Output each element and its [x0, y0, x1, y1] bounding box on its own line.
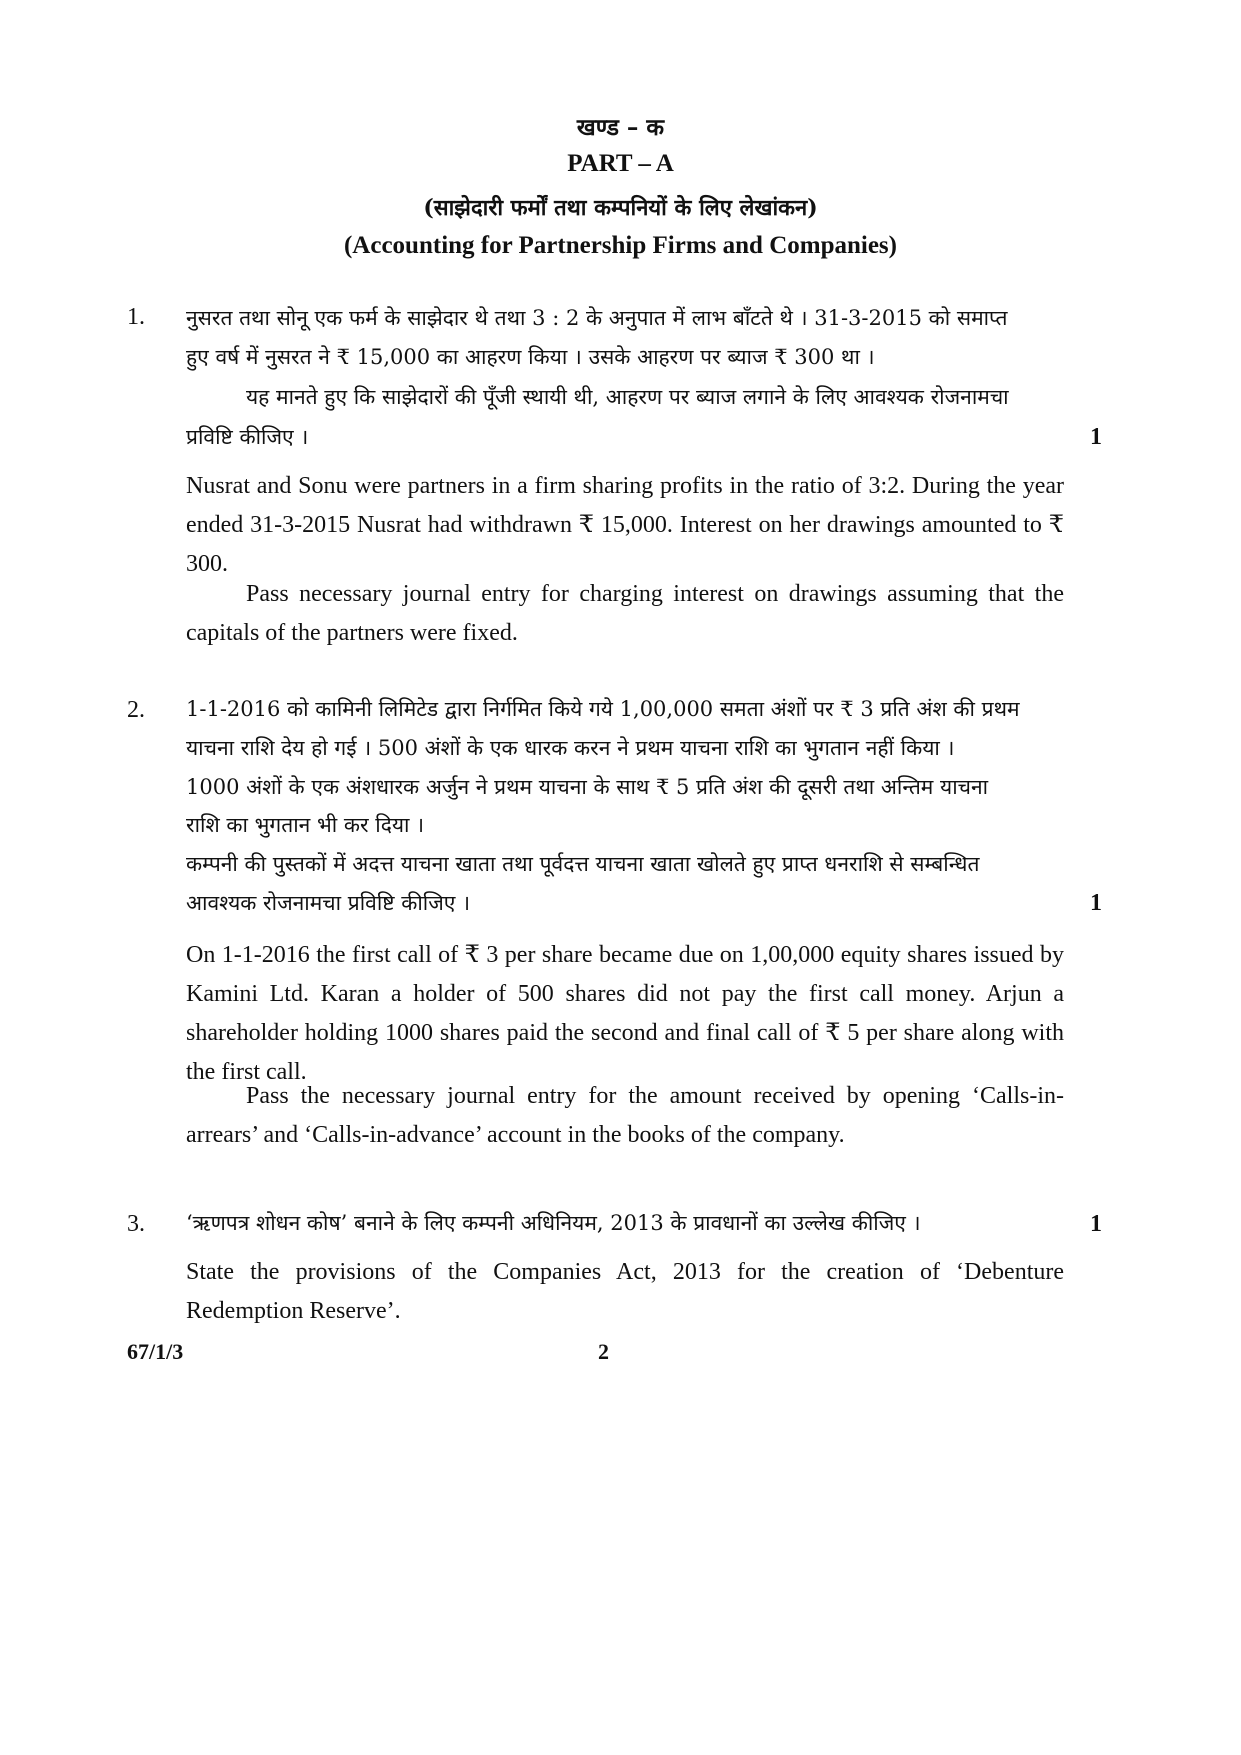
question-2-number: 2.: [127, 697, 145, 723]
question-2-hindi-line: 1-1-2016 को कामिनी लिमिटेड द्वारा निर्गमित किये गये 1,00,000 समता अंशों पर ₹ 3 प्रति अंश की प्रथम: [186, 697, 1020, 721]
question-2-hindi-line: आवश्यक रोजनामचा प्रविष्टि कीजिए ।: [186, 891, 471, 915]
section-subtitle-hindi: (साझेदारी फर्मों तथा कम्पनियों के लिए लेखांकन): [423, 195, 818, 221]
question-2-hindi-line: राशि का भुगतान भी कर दिया ।: [186, 813, 425, 837]
section-title-english: PART – A: [567, 150, 674, 177]
question-2-hindi-line: याचना राशि देय हो गई । 500 अंशों के एक धारक करन ने प्रथम याचना राशि का भुगतान नहीं किया ।: [186, 736, 955, 760]
question-1-marks: 1: [1090, 424, 1102, 450]
section-title-hindi: खण्ड – क: [576, 114, 665, 141]
question-1-hindi-line: यह मानते हुए कि साझेदारों की पूँजी स्थायी थी, आहरण पर ब्याज लगाने के लिए आवश्यक रोजनामचा: [246, 385, 1009, 409]
question-1-english-paragraph: Nusrat and Sonu were partners in a firm sharing profits in the ratio of 3:2. During the year ended 31-3-2015 Nusrat had withdrawn ₹ 15,000. Interest on her drawings amounted to ₹ 300.: [186, 473, 1064, 577]
question-3-marks: 1: [1090, 1211, 1102, 1237]
section-subtitle-english: (Accounting for Partnership Firms and Companies): [343, 232, 897, 259]
question-3-number: 3.: [127, 1211, 145, 1237]
question-1-hindi-line: हुए वर्ष में नुसरत ने ₹ 15,000 का आहरण किया । उसके आहरण पर ब्याज ₹ 300 था ।: [186, 345, 875, 369]
question-2-english-instruction: Pass the necessary journal entry for the amount received by opening ‘Calls-in-arrears’ and ‘Calls-in-advance’ account in the books of the company.: [186, 1083, 1064, 1148]
question-1-english-instruction: Pass necessary journal entry for charging interest on drawings assuming that the capitals of the partners were fixed.: [186, 581, 1064, 646]
question-2-english-paragraph: On 1-1-2016 the first call of ₹ 3 per share became due on 1,00,000 equity shares issued by Kamini Ltd. Karan a holder of 500 shares did not pay the first call money. Arjun a shareholder holding 1000 shares paid the second and final call of ₹ 5 per share along with the first call.: [186, 942, 1064, 1085]
question-3-hindi-line: ‘ऋणपत्र शोधन कोष’ बनाने के लिए कम्पनी अधिनियम, 2013 के प्रावधानों का उल्लेख कीजिए ।: [186, 1211, 921, 1235]
question-1-hindi-line: नुसरत तथा सोनू एक फर्म के साझेदार थे तथा 3 : 2 के अनुपात में लाभ बाँटते थे । 31-3-2015 को समाप्त: [186, 306, 1008, 330]
page-number: 2: [598, 1339, 609, 1364]
question-2-hindi-line: 1000 अंशों के एक अंशधारक अर्जुन ने प्रथम याचना के साथ ₹ 5 प्रति अंश की दूसरी तथा अन्तिम याचना: [186, 775, 989, 799]
question-2-hindi-line: कम्पनी की पुस्तकों में अदत्त याचना खाता तथा पूर्वदत्त याचना खाता खोलते हुए प्राप्त धनराशि से सम्बन्धित: [186, 852, 980, 876]
question-3-english-paragraph: State the provisions of the Companies Act, 2013 for the creation of ‘Debenture Redemption Reserve’.: [186, 1259, 1064, 1324]
paper-code: 67/1/3: [127, 1339, 184, 1364]
question-2-marks: 1: [1090, 890, 1102, 916]
question-1-number: 1.: [127, 304, 145, 330]
question-1-hindi-line: प्रविष्टि कीजिए ।: [186, 425, 309, 449]
